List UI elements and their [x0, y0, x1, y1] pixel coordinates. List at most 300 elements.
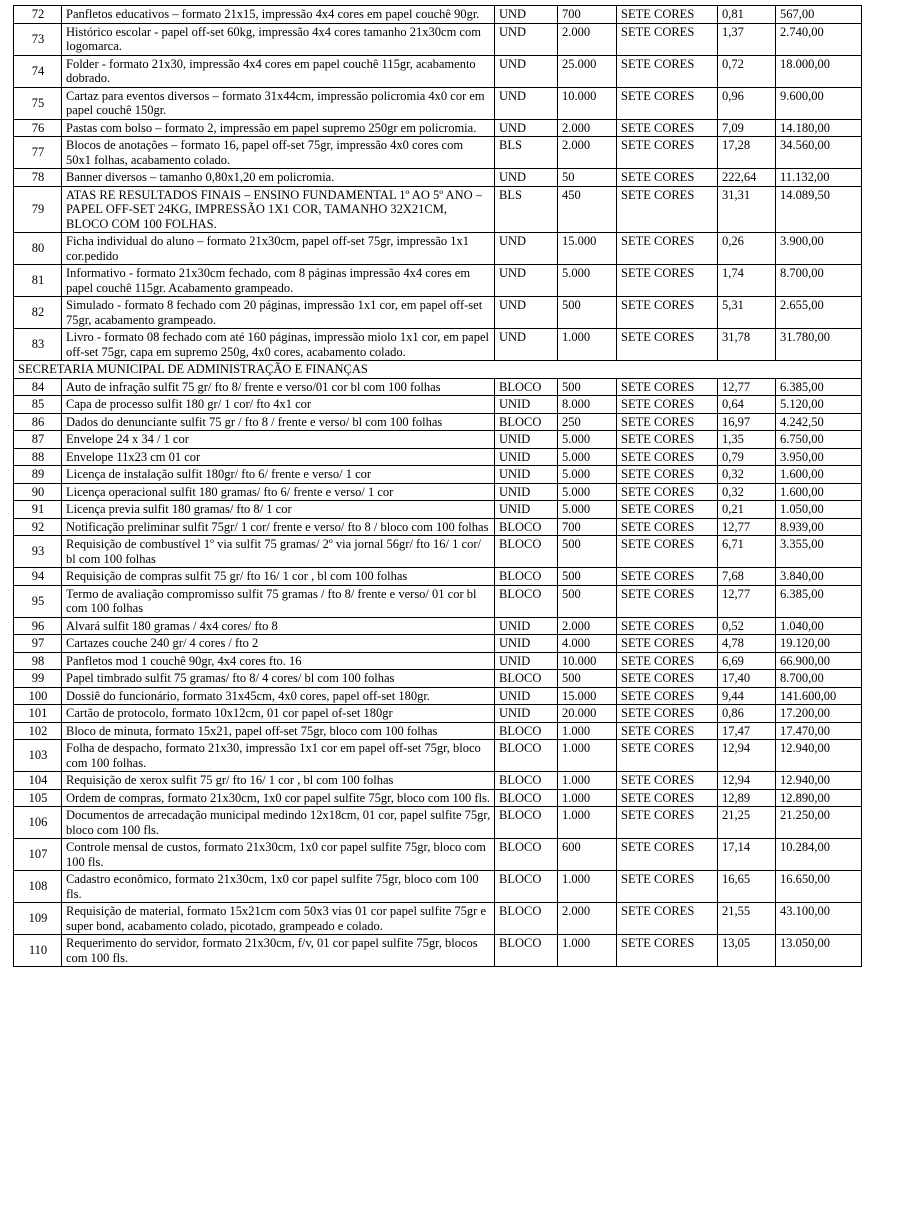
item-total: 8.939,00 [776, 518, 862, 536]
table-row [14, 687, 862, 705]
item-quantity: 500 [558, 585, 617, 617]
item-total: 66.900,00 [776, 652, 862, 670]
item-description: Controle mensal de custos, formato 21x30cm, 1x0 cor papel sulfite 75gr, bloco com 100 fls. [62, 839, 495, 871]
item-unit: UND [495, 119, 558, 137]
item-number: 97 [14, 635, 62, 653]
table-body-b [14, 378, 862, 967]
item-number: 108 [14, 871, 62, 903]
item-number: 103 [14, 740, 62, 772]
item-total: 141.600,00 [776, 687, 862, 705]
item-description: Envelope 11x23 cm 01 cor [62, 448, 495, 466]
item-supplier: SETE CORES [617, 87, 718, 119]
item-unit: BLOCO [495, 413, 558, 431]
item-number: 84 [14, 378, 62, 396]
item-number: 101 [14, 705, 62, 723]
item-description: Papel timbrado sulfit 75 gramas/ fto 8/ 4 cores/ bl com 100 folhas [62, 670, 495, 688]
item-quantity: 15.000 [558, 233, 617, 265]
item-unit: BLOCO [495, 903, 558, 935]
item-total: 2.740,00 [776, 23, 862, 55]
item-description: Requisição de compras sulfit 75 gr/ fto 16/ 1 cor , bl com 100 folhas [62, 568, 495, 586]
item-total: 14.089,50 [776, 186, 862, 233]
item-unit-price: 222,64 [718, 169, 776, 187]
item-total: 6.750,00 [776, 431, 862, 449]
item-description: Informativo - formato 21x30cm fechado, com 8 páginas impressão 4x4 cores em papel couchê 115gr. Acabamento grampeado. [62, 265, 495, 297]
item-unit-price: 21,25 [718, 807, 776, 839]
table-row [14, 903, 862, 935]
item-total: 1.050,00 [776, 501, 862, 519]
section-row [14, 361, 862, 379]
item-unit-price: 4,78 [718, 635, 776, 653]
item-supplier: SETE CORES [617, 169, 718, 187]
item-quantity: 700 [558, 6, 617, 24]
item-supplier: SETE CORES [617, 935, 718, 967]
item-quantity: 2.000 [558, 23, 617, 55]
item-number: 86 [14, 413, 62, 431]
item-supplier: SETE CORES [617, 466, 718, 484]
item-quantity: 2.000 [558, 137, 617, 169]
item-number: 75 [14, 87, 62, 119]
item-quantity: 1.000 [558, 935, 617, 967]
item-unit-price: 0,86 [718, 705, 776, 723]
item-number: 110 [14, 935, 62, 967]
item-unit: BLOCO [495, 536, 558, 568]
table-row [14, 87, 862, 119]
item-unit-price: 1,74 [718, 265, 776, 297]
item-number: 73 [14, 23, 62, 55]
item-description: Documentos de arrecadação municipal medindo 12x18cm, 01 cor, papel sulfite 75gr, bloco com 100 fls. [62, 807, 495, 839]
table-row [14, 265, 862, 297]
item-total: 12.940,00 [776, 740, 862, 772]
item-quantity: 1.000 [558, 807, 617, 839]
table-row [14, 807, 862, 839]
item-supplier: SETE CORES [617, 431, 718, 449]
item-unit-price: 0,96 [718, 87, 776, 119]
table-row [14, 329, 862, 361]
item-unit-price: 12,89 [718, 789, 776, 807]
item-quantity: 5.000 [558, 466, 617, 484]
item-supplier: SETE CORES [617, 186, 718, 233]
table-row [14, 6, 862, 24]
item-quantity: 500 [558, 568, 617, 586]
item-unit: BLOCO [495, 568, 558, 586]
item-total: 1.600,00 [776, 483, 862, 501]
item-unit: BLS [495, 137, 558, 169]
item-total: 8.700,00 [776, 265, 862, 297]
item-description: Folder - formato 21x30, impressão 4x4 cores em papel couchê 115gr, acabamento dobrado. [62, 55, 495, 87]
item-unit-price: 5,31 [718, 297, 776, 329]
item-supplier: SETE CORES [617, 740, 718, 772]
item-description: Auto de infração sulfit 75 gr/ fto 8/ frente e verso/01 cor bl com 100 folhas [62, 378, 495, 396]
table-row [14, 536, 862, 568]
item-quantity: 700 [558, 518, 617, 536]
item-unit: UNID [495, 501, 558, 519]
item-description: Licença de instalação sulfit 180gr/ fto 6/ frente e verso/ 1 cor [62, 466, 495, 484]
item-unit: UND [495, 297, 558, 329]
item-number: 100 [14, 687, 62, 705]
item-supplier: SETE CORES [617, 617, 718, 635]
table-row [14, 448, 862, 466]
item-description: Capa de processo sulfit 180 gr/ 1 cor/ fto 4x1 cor [62, 396, 495, 414]
item-supplier: SETE CORES [617, 413, 718, 431]
item-unit: UND [495, 169, 558, 187]
item-quantity: 1.000 [558, 789, 617, 807]
table-row [14, 466, 862, 484]
item-total: 6.385,00 [776, 378, 862, 396]
item-unit-price: 0,81 [718, 6, 776, 24]
item-number: 93 [14, 536, 62, 568]
item-quantity: 450 [558, 186, 617, 233]
item-quantity: 25.000 [558, 55, 617, 87]
item-supplier: SETE CORES [617, 396, 718, 414]
item-total: 11.132,00 [776, 169, 862, 187]
item-number: 74 [14, 55, 62, 87]
table-row [14, 635, 862, 653]
item-number: 102 [14, 722, 62, 740]
item-description: Livro - formato 08 fechado com até 160 páginas, impressão miolo 1x1 cor, em papel off-set 75gr, capa em supremo 250g, 4x0 cores, acabamento colado. [62, 329, 495, 361]
item-total: 17.200,00 [776, 705, 862, 723]
item-supplier: SETE CORES [617, 789, 718, 807]
item-description: Cadastro econômico, formato 21x30cm, 1x0 cor papel sulfite 75gr, bloco com 100 fls. [62, 871, 495, 903]
item-unit: UNID [495, 687, 558, 705]
item-description: Panfletos mod 1 couchê 90gr, 4x4 cores fto. 16 [62, 652, 495, 670]
table-row [14, 789, 862, 807]
item-quantity: 1.000 [558, 772, 617, 790]
item-unit: UNID [495, 396, 558, 414]
item-supplier: SETE CORES [617, 772, 718, 790]
item-number: 83 [14, 329, 62, 361]
table-row [14, 740, 862, 772]
item-supplier: SETE CORES [617, 518, 718, 536]
item-number: 76 [14, 119, 62, 137]
item-number: 98 [14, 652, 62, 670]
item-supplier: SETE CORES [617, 501, 718, 519]
item-unit-price: 17,14 [718, 839, 776, 871]
table-row [14, 137, 862, 169]
item-quantity: 500 [558, 536, 617, 568]
item-quantity: 1.000 [558, 329, 617, 361]
table-row [14, 617, 862, 635]
item-unit: BLOCO [495, 740, 558, 772]
item-unit-price: 16,97 [718, 413, 776, 431]
item-supplier: SETE CORES [617, 871, 718, 903]
item-number: 82 [14, 297, 62, 329]
item-description: Licença previa sulfit 180 gramas/ fto 8/ 1 cor [62, 501, 495, 519]
item-description: Cartaz para eventos diversos – formato 31x44cm, impressão policromia 4x0 cor em papel couchê 150gr. [62, 87, 495, 119]
item-unit: UNID [495, 448, 558, 466]
table-row [14, 233, 862, 265]
item-total: 2.655,00 [776, 297, 862, 329]
item-unit-price: 16,65 [718, 871, 776, 903]
item-quantity: 1.000 [558, 740, 617, 772]
item-description: Notificação preliminar sulfit 75gr/ 1 cor/ frente e verso/ fto 8 / bloco com 100 folhas [62, 518, 495, 536]
item-supplier: SETE CORES [617, 23, 718, 55]
item-description: Cartazes couche 240 gr/ 4 cores / fto 2 [62, 635, 495, 653]
item-description: Requerimento do servidor, formato 21x30cm, f/v, 01 cor papel sulfite 75gr, blocos com 100 fls. [62, 935, 495, 967]
item-description: Folha de despacho, formato 21x30, impressão 1x1 cor em papel off-set 75gr, bloco com 100 folhas. [62, 740, 495, 772]
item-unit-price: 13,05 [718, 935, 776, 967]
item-total: 43.100,00 [776, 903, 862, 935]
item-number: 89 [14, 466, 62, 484]
item-supplier: SETE CORES [617, 378, 718, 396]
item-unit-price: 6,69 [718, 652, 776, 670]
item-number: 99 [14, 670, 62, 688]
table-row [14, 431, 862, 449]
table-row [14, 169, 862, 187]
item-supplier: SETE CORES [617, 233, 718, 265]
item-description: Blocos de anotações – formato 16, papel off-set 75gr, impressão 4x0 cores com 50x1 folhas, acabamento colado. [62, 137, 495, 169]
item-quantity: 500 [558, 378, 617, 396]
item-unit-price: 0,32 [718, 483, 776, 501]
item-total: 5.120,00 [776, 396, 862, 414]
item-unit: UND [495, 23, 558, 55]
table-row [14, 871, 862, 903]
item-quantity: 500 [558, 670, 617, 688]
table-row [14, 501, 862, 519]
item-supplier: SETE CORES [617, 807, 718, 839]
item-number: 72 [14, 6, 62, 24]
item-unit: BLOCO [495, 722, 558, 740]
item-unit-price: 1,37 [718, 23, 776, 55]
table-row [14, 186, 862, 233]
table-row [14, 119, 862, 137]
table-row [14, 413, 862, 431]
item-unit: UND [495, 265, 558, 297]
item-total: 17.470,00 [776, 722, 862, 740]
table-body-a [14, 6, 862, 361]
item-total: 14.180,00 [776, 119, 862, 137]
item-total: 3.950,00 [776, 448, 862, 466]
table-row [14, 722, 862, 740]
item-unit: BLOCO [495, 839, 558, 871]
item-quantity: 5.000 [558, 431, 617, 449]
item-unit: UND [495, 55, 558, 87]
item-number: 79 [14, 186, 62, 233]
item-description: Alvará sulfit 180 gramas / 4x4 cores/ fto 8 [62, 617, 495, 635]
item-total: 10.284,00 [776, 839, 862, 871]
item-unit: UNID [495, 635, 558, 653]
item-unit-price: 17,40 [718, 670, 776, 688]
table-row [14, 297, 862, 329]
item-quantity: 5.000 [558, 448, 617, 466]
item-unit-price: 21,55 [718, 903, 776, 935]
item-quantity: 15.000 [558, 687, 617, 705]
item-total: 18.000,00 [776, 55, 862, 87]
item-description: Panfletos educativos – formato 21x15, impressão 4x4 cores em papel couchê 90gr. [62, 6, 495, 24]
item-supplier: SETE CORES [617, 652, 718, 670]
item-number: 87 [14, 431, 62, 449]
item-unit-price: 1,35 [718, 431, 776, 449]
item-description: Requisição de combustível 1º via sulfit 75 gramas/ 2º via jornal 56gr/ fto 16/ 1 cor/ bl com 100 folhas [62, 536, 495, 568]
item-number: 95 [14, 585, 62, 617]
item-number: 96 [14, 617, 62, 635]
item-unit-price: 17,47 [718, 722, 776, 740]
item-unit-price: 9,44 [718, 687, 776, 705]
item-number: 109 [14, 903, 62, 935]
table-row [14, 396, 862, 414]
item-total: 1.040,00 [776, 617, 862, 635]
item-description: Licença operacional sulfit 180 gramas/ fto 6/ frente e verso/ 1 cor [62, 483, 495, 501]
item-unit-price: 7,09 [718, 119, 776, 137]
price-table-page [13, 5, 861, 967]
item-quantity: 1.000 [558, 722, 617, 740]
item-unit: UNID [495, 483, 558, 501]
item-number: 94 [14, 568, 62, 586]
table-row [14, 705, 862, 723]
table-row [14, 23, 862, 55]
item-quantity: 1.000 [558, 871, 617, 903]
item-unit: UNID [495, 431, 558, 449]
item-unit: BLOCO [495, 518, 558, 536]
price-table [13, 5, 862, 967]
item-unit: BLOCO [495, 670, 558, 688]
item-supplier: SETE CORES [617, 536, 718, 568]
item-quantity: 10.000 [558, 87, 617, 119]
item-quantity: 5.000 [558, 483, 617, 501]
item-number: 106 [14, 807, 62, 839]
item-total: 6.385,00 [776, 585, 862, 617]
item-unit: BLOCO [495, 789, 558, 807]
item-supplier: SETE CORES [617, 265, 718, 297]
item-supplier: SETE CORES [617, 6, 718, 24]
item-supplier: SETE CORES [617, 722, 718, 740]
item-description: Requisição de xerox sulfit 75 gr/ fto 16/ 1 cor , bl com 100 folhas [62, 772, 495, 790]
item-supplier: SETE CORES [617, 705, 718, 723]
item-quantity: 250 [558, 413, 617, 431]
item-number: 85 [14, 396, 62, 414]
item-description: Bloco de minuta, formato 15x21, papel off-set 75gr, bloco com 100 folhas [62, 722, 495, 740]
item-description: Requisição de material, formato 15x21cm com 50x3 vias 01 cor papel sulfite 75gr e super bond, acabamento colado, picotado, grampeado e colado. [62, 903, 495, 935]
table-row [14, 839, 862, 871]
item-unit-price: 12,94 [718, 740, 776, 772]
item-total: 21.250,00 [776, 807, 862, 839]
item-number: 77 [14, 137, 62, 169]
item-description: Pastas com bolso – formato 2, impressão em papel supremo 250gr em policromia. [62, 119, 495, 137]
item-unit: BLOCO [495, 935, 558, 967]
item-supplier: SETE CORES [617, 635, 718, 653]
item-supplier: SETE CORES [617, 687, 718, 705]
item-total: 16.650,00 [776, 871, 862, 903]
item-unit: UNID [495, 466, 558, 484]
table-row [14, 670, 862, 688]
item-quantity: 500 [558, 297, 617, 329]
item-unit-price: 0,26 [718, 233, 776, 265]
item-total: 12.940,00 [776, 772, 862, 790]
item-total: 567,00 [776, 6, 862, 24]
item-description: ATAS RE RESULTADOS FINAIS – ENSINO FUNDAMENTAL 1º AO 5º ANO – PAPEL OFF-SET 24KG, IMPRESSÃO 1X1 COR, TAMANHO 32X21CM, BLOCO COM 100 FOLHAS. [62, 186, 495, 233]
item-total: 3.355,00 [776, 536, 862, 568]
item-total: 3.840,00 [776, 568, 862, 586]
item-description: Ficha individual do aluno – formato 21x30cm, papel off-set 75gr, impressão 1x1 cor.pedido [62, 233, 495, 265]
item-unit: BLOCO [495, 585, 558, 617]
item-total: 1.600,00 [776, 466, 862, 484]
item-number: 78 [14, 169, 62, 187]
table-row [14, 483, 862, 501]
item-supplier: SETE CORES [617, 483, 718, 501]
table-row [14, 378, 862, 396]
item-supplier: SETE CORES [617, 55, 718, 87]
item-total: 13.050,00 [776, 935, 862, 967]
item-supplier: SETE CORES [617, 448, 718, 466]
item-unit-price: 0,64 [718, 396, 776, 414]
item-unit-price: 12,77 [718, 585, 776, 617]
item-supplier: SETE CORES [617, 839, 718, 871]
item-total: 34.560,00 [776, 137, 862, 169]
item-number: 90 [14, 483, 62, 501]
item-unit-price: 31,78 [718, 329, 776, 361]
item-unit: BLOCO [495, 871, 558, 903]
item-description: Ordem de compras, formato 21x30cm, 1x0 cor papel sulfite 75gr, bloco com 100 fls. [62, 789, 495, 807]
item-unit: UND [495, 6, 558, 24]
item-unit: UND [495, 87, 558, 119]
item-description: Simulado - formato 8 fechado com 20 páginas, impressão 1x1 cor, em papel off-set 75gr, acabamento grampeado. [62, 297, 495, 329]
item-total: 19.120,00 [776, 635, 862, 653]
item-supplier: SETE CORES [617, 329, 718, 361]
item-description: Banner diversos – tamanho 0,80x1,20 em policromia. [62, 169, 495, 187]
table-row [14, 935, 862, 967]
item-unit: BLOCO [495, 772, 558, 790]
table-row [14, 772, 862, 790]
item-number: 80 [14, 233, 62, 265]
item-unit: BLOCO [495, 378, 558, 396]
item-unit: UNID [495, 705, 558, 723]
item-total: 9.600,00 [776, 87, 862, 119]
item-quantity: 50 [558, 169, 617, 187]
item-unit: BLS [495, 186, 558, 233]
item-number: 91 [14, 501, 62, 519]
item-number: 105 [14, 789, 62, 807]
item-unit-price: 31,31 [718, 186, 776, 233]
table-row [14, 652, 862, 670]
item-unit-price: 0,32 [718, 466, 776, 484]
item-quantity: 5.000 [558, 501, 617, 519]
item-unit-price: 0,79 [718, 448, 776, 466]
item-description: Dossiê do funcionário, formato 31x45cm, 4x0 cores, papel off-set 180gr. [62, 687, 495, 705]
item-quantity: 600 [558, 839, 617, 871]
item-unit-price: 12,77 [718, 378, 776, 396]
item-quantity: 4.000 [558, 635, 617, 653]
item-total: 4.242,50 [776, 413, 862, 431]
item-total: 8.700,00 [776, 670, 862, 688]
item-unit-price: 6,71 [718, 536, 776, 568]
item-unit-price: 0,52 [718, 617, 776, 635]
item-unit-price: 0,72 [718, 55, 776, 87]
item-quantity: 2.000 [558, 119, 617, 137]
item-description: Histórico escolar - papel off-set 60kg, impressão 4x4 cores tamanho 21x30cm com logomarca. [62, 23, 495, 55]
item-number: 107 [14, 839, 62, 871]
item-unit-price: 17,28 [718, 137, 776, 169]
table-row [14, 585, 862, 617]
item-unit: UND [495, 329, 558, 361]
item-quantity: 5.000 [558, 265, 617, 297]
item-total: 3.900,00 [776, 233, 862, 265]
item-unit: BLOCO [495, 807, 558, 839]
item-unit-price: 0,21 [718, 501, 776, 519]
item-supplier: SETE CORES [617, 137, 718, 169]
item-number: 104 [14, 772, 62, 790]
item-total: 12.890,00 [776, 789, 862, 807]
item-description: Termo de avaliação compromisso sulfit 75 gramas / fto 8/ frente e verso/ 01 cor bl com 100 folhas [62, 585, 495, 617]
item-supplier: SETE CORES [617, 297, 718, 329]
item-description: Envelope 24 x 34 / 1 cor [62, 431, 495, 449]
item-quantity: 2.000 [558, 617, 617, 635]
item-supplier: SETE CORES [617, 670, 718, 688]
table-row [14, 568, 862, 586]
item-number: 81 [14, 265, 62, 297]
item-unit: UND [495, 233, 558, 265]
item-number: 92 [14, 518, 62, 536]
item-supplier: SETE CORES [617, 119, 718, 137]
table-row [14, 55, 862, 87]
